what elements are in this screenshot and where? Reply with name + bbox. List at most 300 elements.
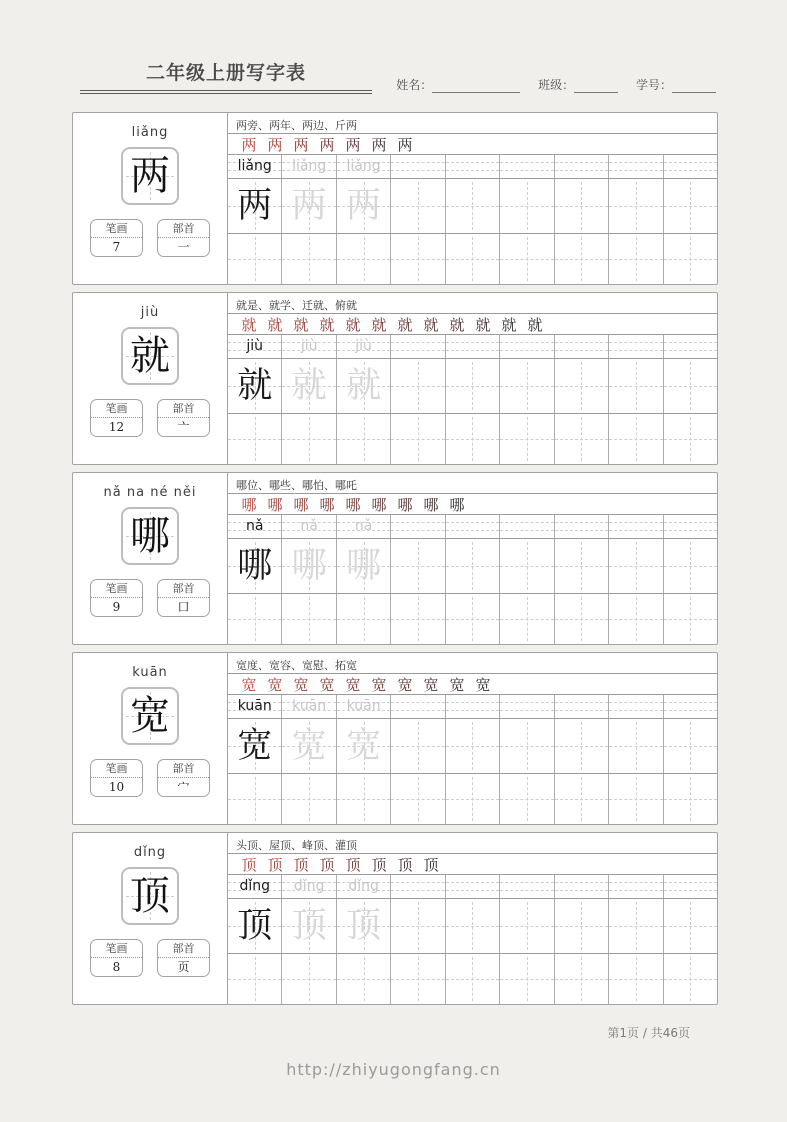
practice-cell [390, 774, 444, 824]
stroke-order-step: 顶 [319, 856, 335, 874]
pinyin-cell [499, 695, 553, 718]
practice-cell [554, 539, 608, 593]
practice-cell [445, 414, 499, 464]
pinyin-grid-row [228, 155, 717, 179]
stroke-order-step: 宽 [267, 676, 283, 694]
practice-cell [228, 774, 281, 824]
stroke-count-label: 笔画 [91, 580, 142, 598]
stroke-order-step: 两 [319, 136, 335, 154]
stroke-order-step: 宽 [423, 676, 439, 694]
practice-cell [445, 234, 499, 284]
character-trace: 就 [346, 366, 382, 406]
practice-cell [336, 719, 390, 773]
practice-cell [554, 414, 608, 464]
practice-cell [663, 899, 717, 953]
practice-cell [228, 899, 281, 953]
example-words: 就是、就学、迁就、俯就 [228, 293, 717, 314]
main-character: 两 [130, 153, 170, 199]
pinyin-cell [228, 155, 281, 178]
worksheet [72, 0, 718, 1012]
practice-cell [499, 359, 553, 413]
stroke-count-value: 7 [112, 240, 121, 254]
radical-box [157, 579, 210, 617]
stroke-count-label: 笔画 [91, 220, 142, 238]
practice-grid-row-1 [228, 359, 717, 414]
stroke-order-row [228, 134, 717, 155]
pinyin-label: nǎ na né něi [103, 485, 197, 500]
pinyin-trace: kuān [346, 698, 381, 714]
radical-label: 部首 [158, 580, 209, 598]
practice-grid-row-2 [228, 774, 717, 824]
radical-label: 部首 [158, 940, 209, 958]
stroke-order-step: 哪 [423, 496, 439, 514]
pinyin-cell [281, 335, 335, 358]
pinyin-cell [499, 515, 553, 538]
character-card [72, 652, 718, 825]
practice-cell [336, 899, 390, 953]
practice-cell [228, 719, 281, 773]
main-character: 宽 [130, 693, 170, 739]
practice-panel [228, 113, 717, 284]
character-sample: 就 [237, 366, 273, 406]
practice-cell [608, 774, 662, 824]
stroke-order-step: 顶 [267, 856, 283, 874]
stroke-count-value: 10 [108, 780, 125, 794]
practice-cell [390, 234, 444, 284]
stroke-order-step: 哪 [293, 496, 309, 514]
pinyin-cell [445, 695, 499, 718]
practice-cell [445, 774, 499, 824]
character-info-row [73, 219, 227, 257]
pinyin-cell [390, 695, 444, 718]
pinyin-cell [228, 875, 281, 898]
stroke-order-step: 就 [449, 316, 465, 334]
pinyin-cell [390, 335, 444, 358]
pinyin-cell [445, 335, 499, 358]
pinyin-cell [228, 335, 281, 358]
character-trace: 宽 [291, 726, 327, 766]
radical-box [157, 759, 210, 797]
practice-cell [554, 234, 608, 284]
class-blank [574, 79, 618, 93]
practice-cell [336, 594, 390, 644]
stroke-order-row [228, 674, 717, 695]
practice-cell [499, 179, 553, 233]
pinyin-cell [554, 695, 608, 718]
pinyin-cell [608, 515, 662, 538]
stroke-order-step: 两 [345, 136, 361, 154]
character-card [72, 472, 718, 645]
stroke-order-step: 宽 [319, 676, 335, 694]
practice-grid-row-2 [228, 234, 717, 284]
radical-value: 口 [177, 600, 190, 614]
pinyin-grid-row [228, 335, 717, 359]
practice-cell [663, 774, 717, 824]
pinyin-cell [336, 515, 390, 538]
practice-cell [663, 414, 717, 464]
practice-cell [663, 234, 717, 284]
example-words: 头顶、屋顶、峰顶、灌顶 [228, 833, 717, 854]
pinyin-label: liǎng [131, 125, 169, 140]
practice-cell [281, 179, 335, 233]
example-words: 两旁、两年、两边、斤两 [228, 113, 717, 134]
practice-cell [554, 179, 608, 233]
practice-cell [554, 359, 608, 413]
practice-cell [499, 774, 553, 824]
stroke-order-step: 顶 [397, 856, 413, 874]
practice-cell [608, 899, 662, 953]
practice-panel [228, 293, 717, 464]
name-field [396, 78, 520, 92]
stroke-order-step: 哪 [449, 496, 465, 514]
practice-cell [499, 414, 553, 464]
practice-cell [336, 774, 390, 824]
stroke-count-box [90, 219, 143, 257]
pinyin-cell [554, 335, 608, 358]
practice-cell [608, 594, 662, 644]
pinyin-cell [228, 515, 281, 538]
stroke-order-step: 哪 [267, 496, 283, 514]
stroke-order-step: 宽 [397, 676, 413, 694]
practice-cell [445, 899, 499, 953]
pinyin-trace: jiù [355, 338, 372, 354]
character-summary-panel [73, 473, 228, 644]
practice-cell [445, 954, 499, 1004]
character-trace: 就 [291, 366, 327, 406]
practice-cell [499, 594, 553, 644]
practice-cell [336, 414, 390, 464]
stroke-count-box [90, 939, 143, 977]
character-info-row [73, 939, 227, 977]
stroke-order-row [228, 854, 717, 875]
practice-cell [608, 234, 662, 284]
pinyin-cell [390, 875, 444, 898]
pinyin-cell [663, 335, 717, 358]
title-underline [80, 58, 372, 91]
main-character: 就 [130, 333, 170, 379]
character-trace: 哪 [346, 546, 382, 586]
practice-cell [499, 899, 553, 953]
pinyin-sample: dǐng [239, 878, 270, 894]
stroke-order-step: 就 [423, 316, 439, 334]
stroke-count-value: 9 [112, 600, 121, 614]
practice-cell [281, 954, 335, 1004]
pinyin-cell [499, 875, 553, 898]
stroke-order-step: 宽 [293, 676, 309, 694]
practice-cell [499, 719, 553, 773]
pinyin-cell [554, 515, 608, 538]
student-info-row [382, 76, 716, 93]
practice-cell [336, 179, 390, 233]
practice-cell [554, 954, 608, 1004]
main-character: 顶 [130, 873, 170, 919]
stroke-order-step: 就 [267, 316, 283, 334]
radical-label: 部首 [158, 220, 209, 238]
stroke-order-step: 顶 [293, 856, 309, 874]
pinyin-sample: jiù [246, 338, 264, 354]
practice-cell [499, 234, 553, 284]
practice-cell [228, 234, 281, 284]
character-trace: 哪 [291, 546, 327, 586]
character-trace: 宽 [346, 726, 382, 766]
character-box [121, 147, 179, 205]
stroke-count-label: 笔画 [91, 760, 142, 778]
radical-box [157, 219, 210, 257]
pinyin-cell [281, 155, 335, 178]
character-box [121, 687, 179, 745]
pinyin-sample: liǎng [237, 158, 272, 174]
character-card [72, 112, 718, 285]
pinyin-trace: liǎng [346, 158, 381, 174]
stroke-order-step: 就 [241, 316, 257, 334]
character-trace: 两 [291, 186, 327, 226]
character-card-list [72, 112, 718, 1005]
page-header [72, 0, 718, 112]
stroke-order-step: 顶 [371, 856, 387, 874]
name-blank [432, 79, 520, 93]
practice-cell [663, 719, 717, 773]
practice-grid-row-1 [228, 539, 717, 594]
character-sample: 两 [237, 186, 273, 226]
pinyin-cell [281, 515, 335, 538]
radical-label: 部首 [158, 760, 209, 778]
student-id-blank [672, 79, 716, 93]
character-summary-panel [73, 293, 228, 464]
pinyin-cell [608, 155, 662, 178]
practice-cell [445, 179, 499, 233]
practice-cell [390, 359, 444, 413]
pinyin-cell [281, 875, 335, 898]
pinyin-label: dǐng [133, 845, 167, 860]
practice-cell [390, 594, 444, 644]
pinyin-trace: dǐng [348, 878, 379, 894]
stroke-order-step: 宽 [345, 676, 361, 694]
pinyin-grid-row [228, 875, 717, 899]
practice-cell [608, 359, 662, 413]
stroke-order-row [228, 314, 717, 335]
practice-cell [390, 719, 444, 773]
practice-cell [390, 539, 444, 593]
class-label: 班级： [538, 78, 575, 92]
practice-cell [390, 954, 444, 1004]
pinyin-cell [663, 875, 717, 898]
radical-value: 页 [177, 960, 190, 974]
character-box [121, 507, 179, 565]
student-id-label: 学号： [635, 78, 672, 92]
character-trace: 顶 [291, 906, 327, 946]
practice-cell [228, 594, 281, 644]
pinyin-cell [608, 695, 662, 718]
pinyin-cell [336, 155, 390, 178]
character-trace: 顶 [346, 906, 382, 946]
stroke-count-label: 笔画 [91, 940, 142, 958]
pinyin-cell [336, 695, 390, 718]
stroke-order-step: 哪 [319, 496, 335, 514]
pinyin-cell [228, 695, 281, 718]
practice-cell [445, 539, 499, 593]
pinyin-sample: kuān [237, 698, 272, 714]
radical-value: 宀 [177, 780, 190, 794]
stroke-order-step: 就 [397, 316, 413, 334]
practice-cell [281, 359, 335, 413]
practice-cell [281, 594, 335, 644]
practice-cell [281, 539, 335, 593]
practice-grid-row-2 [228, 954, 717, 1004]
practice-cell [445, 594, 499, 644]
pinyin-grid-row [228, 515, 717, 539]
stroke-order-step: 两 [371, 136, 387, 154]
radical-box [157, 399, 210, 437]
stroke-order-step: 两 [241, 136, 257, 154]
character-card [72, 832, 718, 1005]
practice-cell [663, 359, 717, 413]
character-box [121, 327, 179, 385]
stroke-order-step: 宽 [475, 676, 491, 694]
pinyin-cell [554, 155, 608, 178]
stroke-order-step: 就 [371, 316, 387, 334]
practice-cell [281, 899, 335, 953]
stroke-order-step: 两 [397, 136, 413, 154]
pinyin-sample: nǎ [245, 518, 264, 534]
practice-cell [390, 899, 444, 953]
practice-cell [554, 719, 608, 773]
stroke-count-box [90, 399, 143, 437]
main-character: 哪 [130, 513, 170, 559]
pinyin-grid-row [228, 695, 717, 719]
stroke-order-row [228, 494, 717, 515]
practice-cell [663, 539, 717, 593]
pinyin-trace: jiù [300, 338, 318, 354]
pinyin-cell [608, 875, 662, 898]
pinyin-trace: nǎ [354, 518, 373, 534]
pinyin-cell [499, 335, 553, 358]
stroke-order-step: 哪 [397, 496, 413, 514]
stroke-order-step: 就 [527, 316, 543, 334]
practice-cell [608, 719, 662, 773]
stroke-order-step: 就 [293, 316, 309, 334]
stroke-count-box [90, 579, 143, 617]
practice-cell [554, 899, 608, 953]
practice-cell [336, 234, 390, 284]
pinyin-label: jiù [140, 305, 160, 320]
stroke-count-value: 12 [108, 420, 125, 434]
pinyin-cell [336, 335, 390, 358]
character-card [72, 292, 718, 465]
practice-cell [608, 954, 662, 1004]
stroke-order-step: 就 [319, 316, 335, 334]
stroke-order-step: 哪 [345, 496, 361, 514]
practice-cell [608, 414, 662, 464]
example-words: 宽度、宽容、宽慰、拓宽 [228, 653, 717, 674]
stroke-order-step: 顶 [423, 856, 439, 874]
practice-cell [499, 954, 553, 1004]
practice-cell [228, 954, 281, 1004]
stroke-order-step: 两 [267, 136, 283, 154]
practice-cell [445, 359, 499, 413]
page-title: 二年级上册写字表 [145, 62, 306, 84]
stroke-order-step: 就 [475, 316, 491, 334]
pinyin-cell [663, 155, 717, 178]
pinyin-trace: dǐng [293, 878, 325, 894]
example-words: 哪位、哪些、哪怕、哪吒 [228, 473, 717, 494]
stroke-order-step: 哪 [371, 496, 387, 514]
pinyin-trace: liǎng [292, 158, 327, 174]
practice-cell [663, 594, 717, 644]
stroke-order-step: 两 [293, 136, 309, 154]
pinyin-label: kuān [132, 665, 168, 680]
practice-grid-row-1 [228, 179, 717, 234]
stroke-count-box [90, 759, 143, 797]
practice-cell [281, 414, 335, 464]
practice-cell [608, 179, 662, 233]
radical-value: 亠 [177, 420, 190, 434]
character-info-row [73, 399, 227, 437]
practice-panel [228, 653, 717, 824]
site-url: http://zhiyugongfang.cn [286, 1060, 501, 1079]
character-info-row [73, 579, 227, 617]
practice-grid-row-2 [228, 414, 717, 464]
pinyin-cell [281, 695, 335, 718]
practice-cell [336, 359, 390, 413]
stroke-order-step: 就 [345, 316, 361, 334]
stroke-order-step: 顶 [345, 856, 361, 874]
pinyin-cell [554, 875, 608, 898]
practice-cell [554, 594, 608, 644]
radical-value: 一 [177, 240, 190, 254]
pinyin-cell [390, 155, 444, 178]
stroke-order-step: 哪 [241, 496, 257, 514]
pinyin-cell [336, 875, 390, 898]
character-info-row [73, 759, 227, 797]
practice-cell [663, 179, 717, 233]
character-summary-panel [73, 653, 228, 824]
class-field [538, 78, 618, 92]
pinyin-cell [445, 515, 499, 538]
practice-cell [554, 774, 608, 824]
pinyin-cell [663, 515, 717, 538]
practice-cell [608, 539, 662, 593]
practice-cell [281, 774, 335, 824]
student-id-field [636, 78, 716, 92]
page-indicator: 第1页 / 共46页 [607, 1026, 690, 1040]
practice-cell [228, 179, 281, 233]
practice-panel [228, 833, 717, 1004]
pinyin-trace: nǎ [300, 518, 318, 534]
pinyin-cell [445, 155, 499, 178]
stroke-order-step: 宽 [449, 676, 465, 694]
pinyin-cell [390, 515, 444, 538]
pinyin-cell [499, 155, 553, 178]
practice-cell [228, 359, 281, 413]
practice-cell [390, 414, 444, 464]
character-trace: 两 [346, 186, 382, 226]
radical-label: 部首 [158, 400, 209, 418]
stroke-count-value: 8 [112, 960, 121, 974]
character-sample: 顶 [237, 906, 273, 946]
character-summary-panel [73, 833, 228, 1004]
pinyin-cell [663, 695, 717, 718]
practice-panel [228, 473, 717, 644]
character-sample: 宽 [237, 726, 273, 766]
practice-grid-row-2 [228, 594, 717, 644]
stroke-count-label: 笔画 [91, 400, 142, 418]
stroke-order-step: 顶 [241, 856, 257, 874]
practice-cell [499, 539, 553, 593]
practice-grid-row-1 [228, 899, 717, 954]
character-summary-panel [73, 113, 228, 284]
stroke-order-step: 宽 [371, 676, 387, 694]
practice-cell [390, 179, 444, 233]
